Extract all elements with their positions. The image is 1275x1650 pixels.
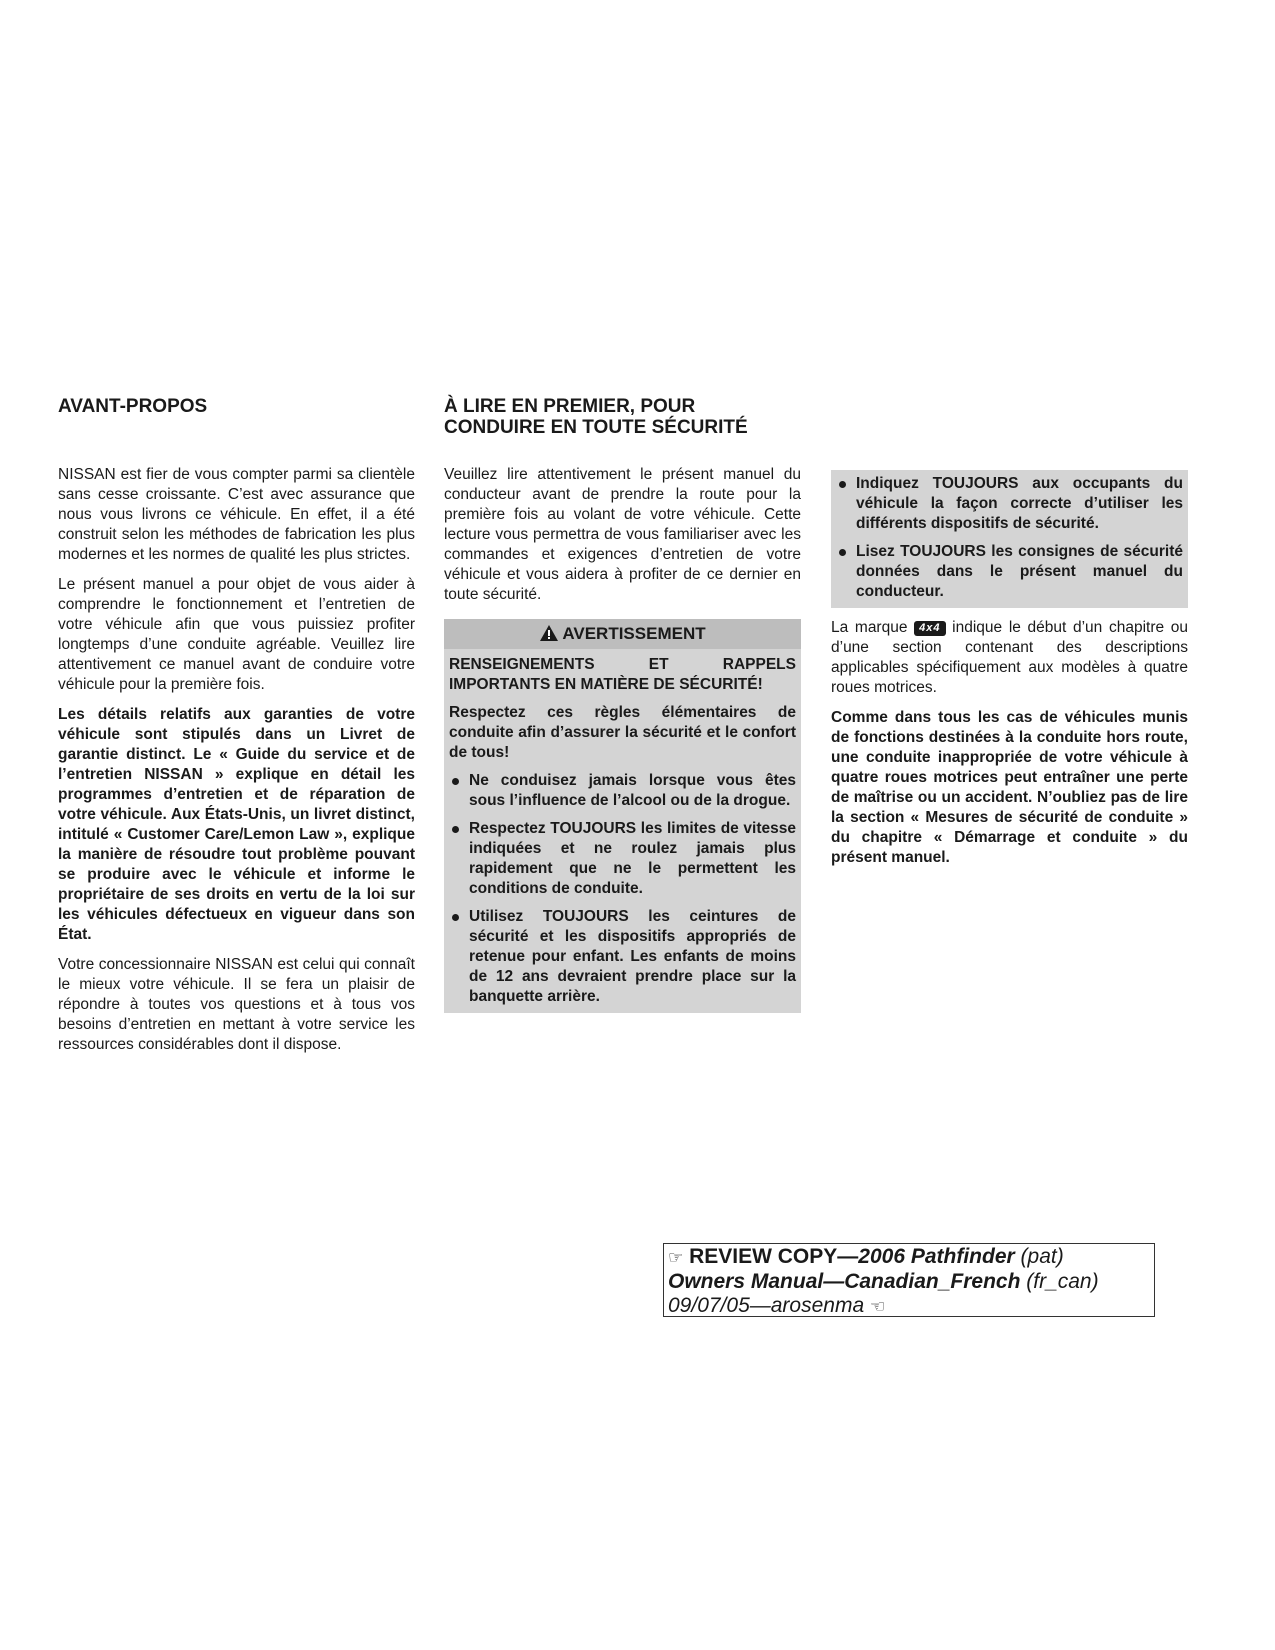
stamp-line1 <box>668 1245 1150 1270</box>
list-item: Utilisez TOUJOURS les ceintures de sécurité et les dispositifs appropriés de retenue pour enfant. Les enfants de moins de 12 ans devraient prendre place sur la banquette arrière. <box>449 907 796 1007</box>
offroad-warning-paragraph: Comme dans tous les cas de véhicules munis de fonctions destinées à la conduite hors route, une conduite inappropriée de votre véhicule à quatre roues motrices peut entraîner une perte de maîtrise ou un accident. N’oubliez pas de lire la section « Mesures de sécurité de conduite » du chapitre « Démarrage et conduite » du présent manuel. <box>831 709 1188 866</box>
warning-box <box>444 619 801 1013</box>
stamp-date-user: 09/07/05—arosenma <box>668 1294 865 1317</box>
list-item: Respectez TOUJOURS les limites de vitesse indiquées et ne roulez jamais plus rapidement que ne le permettent les conditions de conduite. <box>449 819 796 899</box>
dealer-paragraph: Votre concessionnaire NISSAN est celui qui connaît le mieux votre véhicule. Il se fera un plaisir de répondre à toutes vos questions et à tous vos besoins d’entretien en mettant à votre service les ressources considérables dont il dispose. <box>58 956 415 1053</box>
warning-lead: Respectez ces règles élémentaires de conduite afin d’assurer la sécurité et le confort de tous! <box>449 704 796 761</box>
4x4-badge-icon: 4x4 <box>914 621 945 636</box>
safety-heading <box>444 396 748 438</box>
warning-list <box>449 771 796 1007</box>
list-item: Lisez TOUJOURS les consignes de sécurité données dans le présent manuel du conducteur. <box>836 542 1183 602</box>
stamp-manual: Owners Manual—Canadian_French <box>668 1270 1021 1293</box>
safety-heading-line2: CONDUIRE EN TOUTE SÉCURITÉ <box>444 417 748 438</box>
list-item: Indiquez TOUJOURS aux occupants du véhicule la façon correcte d’utiliser les différents dispositifs de sécurité. <box>836 474 1183 534</box>
4x4-mark-paragraph <box>831 618 1188 698</box>
stamp-model-code: (pat) <box>1014 1245 1064 1268</box>
right-column <box>831 470 1188 878</box>
warning-subtitle: RENSEIGNEMENTS ET RAPPELS IMPORTANTS EN MATIÈRE DE SÉCURITÉ! <box>449 656 796 693</box>
stamp-lang-code: (fr_can) <box>1020 1270 1099 1293</box>
stamp-review: REVIEW COPY— <box>689 1245 859 1268</box>
list-item: Ne conduisez jamais lorsque vous êtes sous l’influence de l’alcool ou de la drogue. <box>449 771 796 811</box>
warranty-paragraph: Les détails relatifs aux garanties de votre véhicule sont stipulés dans un Livret de garantie distinct. Le « Guide du service et de l’entretien NISSAN » explique en détail les programmes d’entretien et de réparation de votre véhicule. Aux États-Unis, un livret distinct, intitulé « Customer Care/Lemon Law », explique la manière de résoudre tout problème pouvant se produire avec le véhicule et informe le propriétaire de ses droits en vertu de la loi sur les véhicules défectueux en vigueur dans son État. <box>58 706 415 943</box>
stamp-line2 <box>668 1270 1150 1294</box>
safety-heading-line1: À LIRE EN PREMIER, POUR <box>444 396 696 417</box>
warning-list-continued <box>836 474 1183 602</box>
intro-paragraph: NISSAN est fier de vous compter parmi sa clientèle sans cesse croissante. C’est avec assurance que nous vous livrons ce véhicule. En effet, il a été construit selon les méthodes de fabrication les plus modernes et les normes de qualité les plus strictes. <box>58 466 415 563</box>
stamp-line3 <box>668 1294 1150 1319</box>
warning-title-bar <box>444 619 801 649</box>
mark-before-text: La marque <box>831 619 908 636</box>
hand-pointing-right-icon: ☞ <box>668 1248 684 1267</box>
mark-after-text: indique le début d’un chapitre ou d’une section contenant des descriptions applicables spécifiquement aux modèles à quatre roues motrices. <box>831 619 1189 696</box>
left-column <box>58 465 415 1065</box>
manual-purpose-paragraph: Le présent manuel a pour objet de vous aider à comprendre le fonctionnement et l’entretien de votre véhicule afin que vous puissiez profiter longtemps d’une conduite agréable. Veuillez lire attentivement ce manuel avant de conduire votre véhicule pour la première fois. <box>58 576 415 693</box>
middle-column <box>444 465 801 1013</box>
warning-body <box>444 655 801 1013</box>
safety-intro-paragraph: Veuillez lire attentivement le présent manuel du conducteur avant de prendre la route pour la première fois au volant de votre véhicule. Cette lecture vous permettra de vous familiariser avec les commandes et exigences d’entretien de votre véhicule et vous aidera à profiter de ce dernier en toute sécurité. <box>444 466 801 603</box>
review-copy-stamp <box>663 1243 1155 1317</box>
warning-triangle-icon <box>539 624 559 642</box>
hand-pointing-left-icon: ☜ <box>869 1297 886 1316</box>
warning-title: AVERTISSEMENT <box>562 624 706 643</box>
stamp-model: 2006 Pathfinder <box>858 1245 1015 1268</box>
warning-box-continued <box>831 470 1188 608</box>
avant-propos-heading: AVANT-PROPOS <box>58 396 208 417</box>
